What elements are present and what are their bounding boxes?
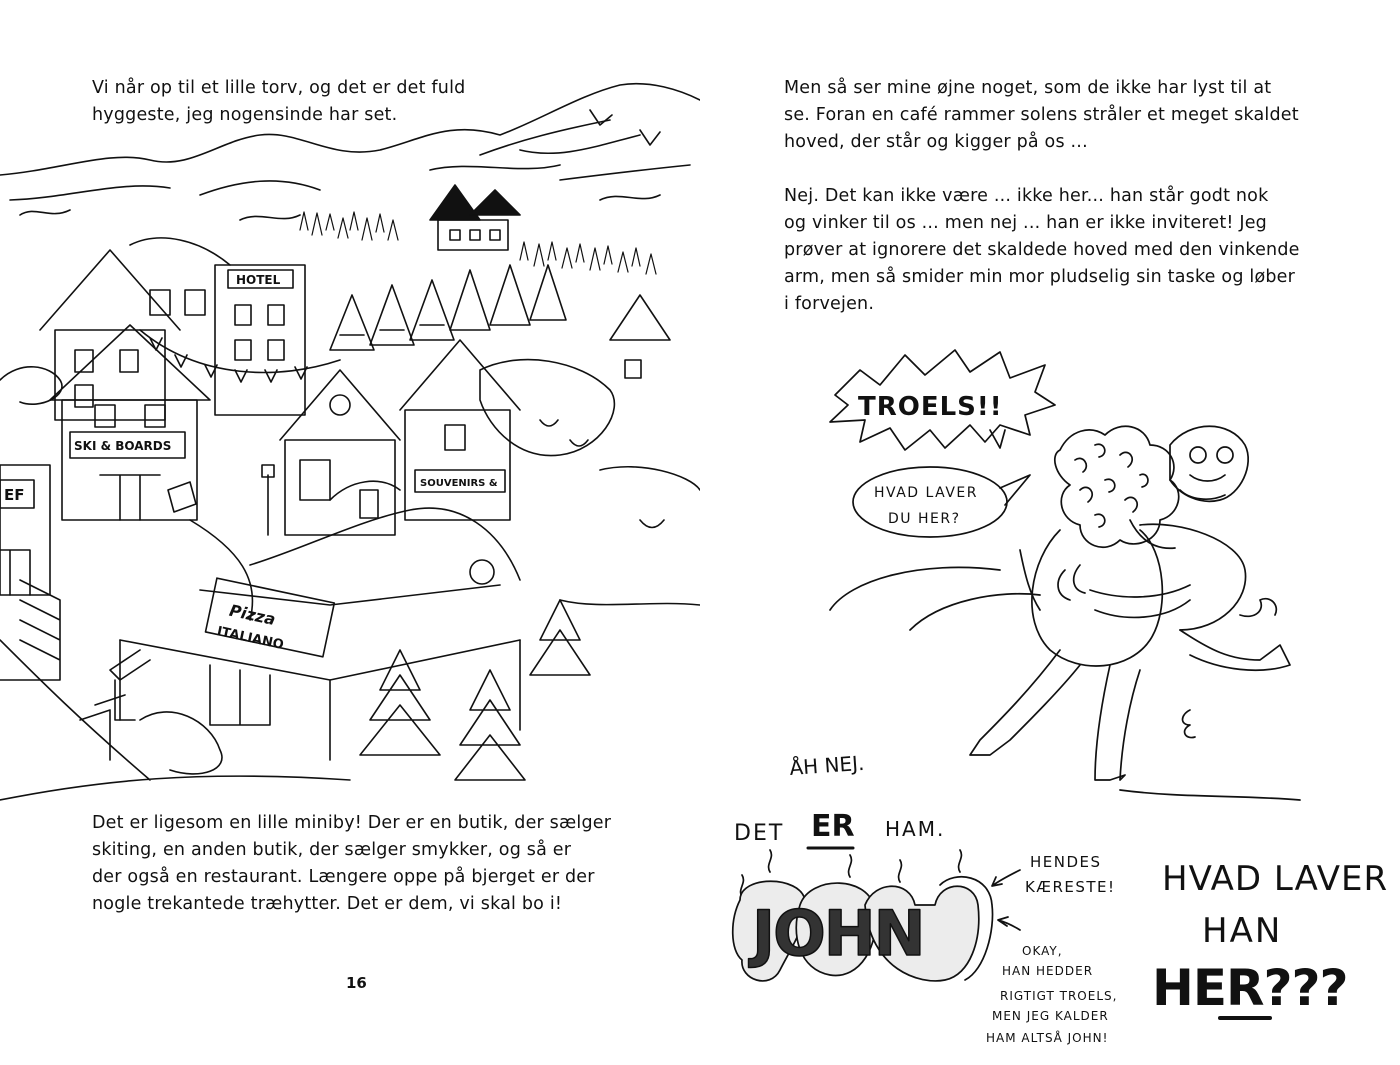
note-name-1: OKAY,: [1022, 944, 1063, 958]
right-intro-paragraph: Men så ser mine øjne noget, som de ikke har lyst til at se. Foran en café rammer solens stråler et meget skaldet hoved, der står og kigger på os ...: [784, 78, 1299, 152]
body-paragraph: Det er ligesom en lille miniby! Der er en butik, der sælger skiting, en anden butik, der sælger smykker, og så er der også en restaurant. Længere oppe på bjerget er der nogle trekantede træhytter. Det er dem, vi skal bo i!: [92, 813, 612, 914]
intro-paragraph: Vi når op til et lille torv, og det er det fuld hyggeste, jeg nogensinde har set.: [92, 78, 466, 125]
big-question-her: HER???: [1152, 959, 1348, 1017]
caption-det: DET: [734, 821, 785, 846]
speech-line-1: HVAD LAVER: [874, 485, 978, 501]
left-edge-building: [0, 465, 50, 595]
note-name-block: [986, 944, 1117, 1045]
curly-hair: [1055, 426, 1179, 547]
caption-oh-no: ÅH NEJ.: [788, 750, 866, 780]
shout-text: TROELS!!: [858, 392, 1003, 422]
bunting: [140, 330, 340, 382]
note-name-3: RIGTIGT TROELS,: [1000, 989, 1118, 1003]
forest: [300, 212, 656, 274]
plaza-ground: [0, 520, 700, 800]
souvenir-shop-building: [280, 340, 520, 535]
caption-ham: HAM.: [885, 817, 946, 841]
big-question-1: HVAD LAVER: [1162, 859, 1389, 899]
ski-shop-sign: SKI & BOARDS: [74, 439, 172, 453]
souvenir-shop-sign: SOUVENIRS &: [420, 478, 498, 489]
hotel-sign: HOTEL: [236, 273, 281, 287]
note-name-5: HAM ALTSÅ JOHN!: [986, 1031, 1109, 1045]
note-name-2: HAN HEDDER: [1002, 964, 1094, 978]
restaurant-script-sign: Pizza: [227, 600, 278, 630]
triangle-cabins: [330, 265, 566, 350]
hilltop-lodge: [430, 185, 520, 250]
note-name-4: MEN JEG KALDER: [992, 1009, 1109, 1023]
lamp-post: [262, 465, 274, 535]
page-number: 16: [346, 974, 367, 992]
caption-er: ER: [811, 809, 855, 844]
hug-illustration: [700, 330, 1400, 1065]
note-boyfriend-2: KÆRESTE!: [1025, 878, 1116, 896]
restaurant-name-sign: ITALIANO: [215, 624, 286, 653]
speech-line-2: DU HER?: [888, 511, 961, 527]
john-text: JOHN: [752, 897, 924, 970]
right-page: [700, 0, 1400, 1065]
big-question-2: HAN: [1202, 911, 1283, 951]
hotel-building: [215, 265, 305, 415]
motion-lines: [830, 550, 1300, 800]
john-bubble-letters: [733, 877, 993, 981]
partial-sign: EF: [4, 486, 25, 504]
bald-head: [1170, 426, 1248, 501]
ski-shop-building: [50, 325, 210, 520]
arrow-name: [998, 917, 1020, 930]
arrow-boyfriend: [992, 870, 1020, 886]
snowy-trees: [140, 600, 590, 780]
right-body-paragraph: Nej. Det kan ikke være ... ikke her... han står godt nok og vinker til os ... men nej ... han er ikke inviteret! Jeg prøver at ignorere det skaldede hoved med den vinkende arm, men så smider min mor pludselig sin taske og løber i forvejen.: [784, 186, 1300, 314]
village-illustration: [0, 80, 700, 810]
restaurant-building: [80, 481, 520, 760]
mountain-range: [0, 84, 700, 220]
note-boyfriend-1: HENDES: [1030, 853, 1102, 871]
